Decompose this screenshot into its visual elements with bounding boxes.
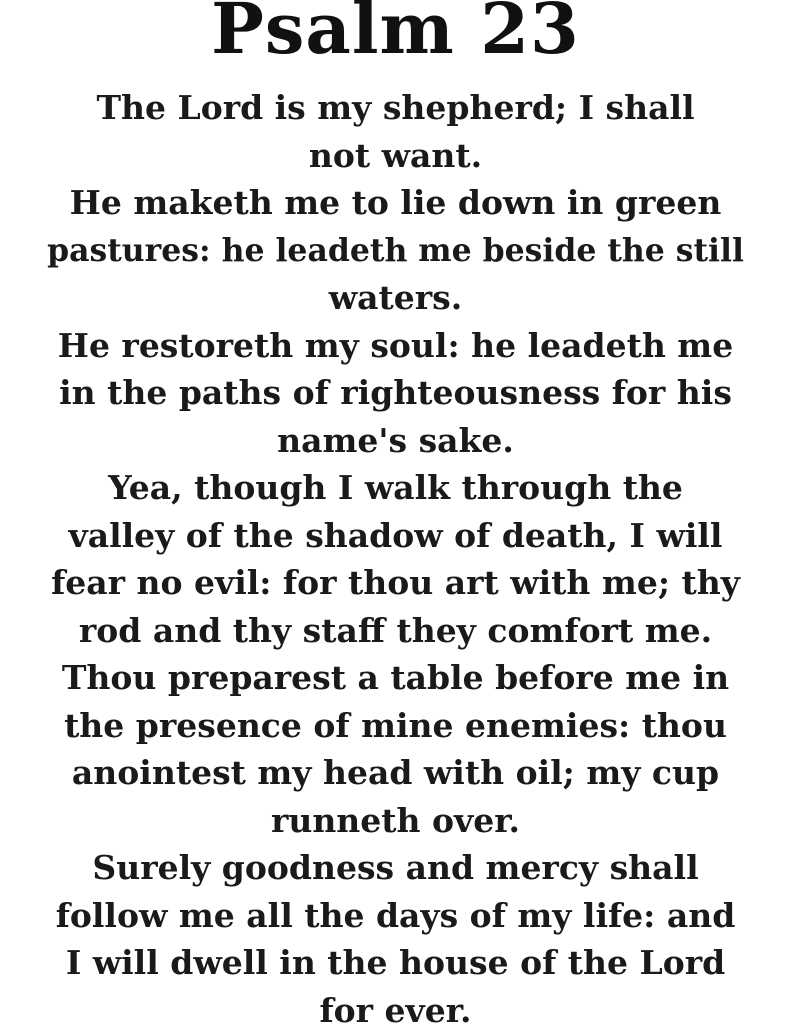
text-line: not want.: [308, 135, 483, 175]
text-line: valley of the shadow of death, I will: [68, 515, 723, 555]
page-title: Psalm 23: [211, 0, 580, 70]
psalm-text: [40, 84, 751, 1024]
text-line: anointest my head with oil; my cup: [71, 753, 720, 792]
text-line: The Lord is my shepherd; I shall: [96, 88, 695, 127]
text-line: Surely goodness and mercy shall: [92, 848, 699, 887]
text-line: Thou preparest a table before me in: [61, 658, 730, 697]
text-line: fear no evil: for thou art with me; thy: [51, 563, 740, 602]
text-line: I will dwell in the house of the Lord: [65, 943, 726, 982]
text-line: He restoreth my soul: he leadeth me: [57, 325, 734, 365]
text-line: follow me all the days of my life: and: [55, 895, 736, 935]
text-line: the presence of mine enemies: thou: [64, 705, 727, 745]
text-line: Yea, though I walk through the: [108, 468, 683, 507]
text-line: for ever.: [319, 990, 472, 1024]
text-line: name's sake.: [277, 420, 514, 460]
text-line: rod and thy staff they comfort me.: [78, 610, 713, 650]
text-line: in the paths of righteousness for his: [59, 373, 732, 412]
text-line: He maketh me to lie down in green: [69, 183, 722, 222]
text-line: runneth over.: [270, 800, 521, 840]
text-line: pastures: he leadeth me beside the still: [47, 231, 744, 269]
text-line: waters.: [328, 278, 463, 317]
